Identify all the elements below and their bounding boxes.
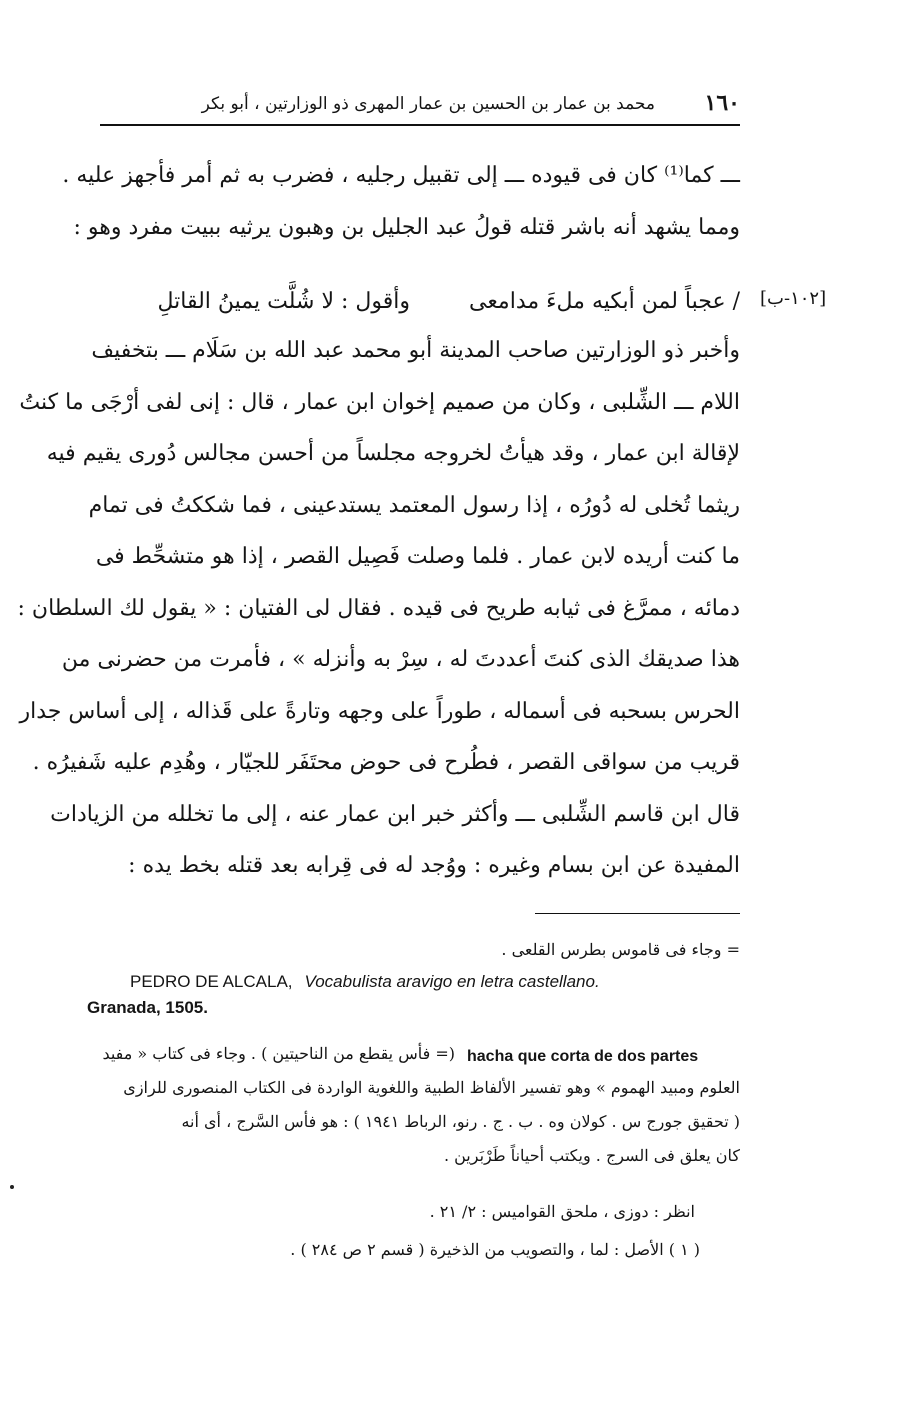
- margin-folio-note: [١٠٢-ب]: [760, 288, 827, 309]
- verse-hemistich-1: / عجباً لمن أبكيه ملءَ مدامعى: [468, 289, 740, 314]
- text-line: دمائه ، ممرَّغ فى ثيابه طريح فى قيده . فقال لى الفتيان : « يقول لك السلطان :: [17, 595, 740, 621]
- spanish-term: hacha que corta de dos partes: [467, 1048, 699, 1065]
- text-line: اللام ـــ الشِّلبى ، وكان من صميم إخوان ابن عمار ، قال : إنى لفى أرْجَى ما كنتُ: [19, 389, 740, 415]
- text-line: ـــ كما⁽¹⁾ كان فى قيوده ـــ إلى تقبيل رجليه ، فضرب به ثم أمر فأجهز عليه .: [62, 163, 740, 188]
- verse-hemistich-2: وأقول : لا شُلَّت يمينُ القاتلِ: [157, 289, 410, 314]
- header-rule: [100, 124, 740, 126]
- footnote-line: العلوم ومبيد الهموم » وهو تفسير الألفاظ الطبية واللغوية الواردة فى الكتاب المنصورى للرازى: [123, 1078, 740, 1097]
- main-text-top: [62, 150, 740, 253]
- page-number: ١٦٠: [704, 90, 740, 116]
- text-line: ومما يشهد أنه باشر قتله قولُ عبد الجليل بن وهبون يرثيه ببيت مفرد وهو :: [73, 214, 740, 240]
- running-head: محمد بن عمار بن الحسين بن عمار المهرى ذو الوزارتين ، أبو بكر: [201, 94, 655, 114]
- text-line: ريثما تُخلى له دُورُه ، إذا رسول المعتمد يستدعينى ، فما شككتُ فى تمام: [88, 492, 740, 518]
- text-line: المفيدة عن ابن بسام وغيره : ووُجد له فى قِرابه بعد قتله بخط يده :: [128, 853, 740, 878]
- footnote-line: انظر : دوزى ، ملحق القواميس : ٢/ ٢١ .: [429, 1202, 695, 1221]
- citation-title: Vocabulista aravigo en letra castellano.: [304, 972, 600, 991]
- footnote-rule: [535, 913, 740, 914]
- text-line: وأخبر ذو الوزارتين صاحب المدينة أبو محمد عبد الله بن سَلَام ـــ بتخفيف: [91, 338, 740, 363]
- citation-place: Granada, 1505.: [87, 998, 208, 1017]
- poem-verse: [100, 282, 740, 322]
- scan-mark: [10, 1185, 14, 1189]
- text-line: هذا صديقك الذى كنتَ أعددتَ له ، سِرْ به وأنزله » ، فأمرت من حضرنى من: [61, 647, 740, 672]
- footnote-line: كان يعلق فى السرج . ويكتب أحياناً طَرْبَرين .: [443, 1146, 740, 1165]
- text-line: قال ابن قاسم الشِّلبى ـــ وأكثر خبر ابن عمار عنه ، إلى ما تخلله من الزيادات: [50, 801, 740, 827]
- text-line: قريب من سواقى القصر ، فطُرح فى حوض محتَفَر للجيّار ، وهُدِم عليه شَفيرُه .: [32, 750, 740, 775]
- footnote-1: ( ١ ) الأصل : لما ، والتصويب من الذخيرة ( قسم ٢ ص ٢٨٤ ) .: [290, 1240, 700, 1259]
- footnote-line: ( تحقيق جورج س . كولان وه . ب . ج . رنو، الرباط ١٩٤١ ) : هو فأس السَّرج ، أى أنه: [181, 1112, 740, 1131]
- text-line: ما كنت أريده لابن عمار . فلما وصلت فَصِيل القصر ، إذا هو متشحِّط فى: [95, 544, 740, 569]
- footnote-line: (= فأس يقطع من الناحيتين ) . وجاء فى كتاب « مفيد: [102, 1044, 455, 1063]
- footnote-continuation: = وجاء فى قاموس بطرس القلعى .: [501, 940, 740, 959]
- text-line: لإقالة ابن عمار ، وقد هيأتُ لخروجه مجلساً من أحسن مجالس دُورى يقيم فيه: [46, 441, 740, 466]
- text-line: الحرس بسحبه فى أسماله ، طوراً على وجهه وتارةً على قَذاله ، إلى أساس جدار: [19, 698, 740, 724]
- citation-author: PEDRO DE ALCALA,: [130, 972, 293, 991]
- main-text-bottom: [17, 325, 740, 892]
- footnote-citation: [130, 972, 740, 992]
- page-header: [100, 90, 740, 126]
